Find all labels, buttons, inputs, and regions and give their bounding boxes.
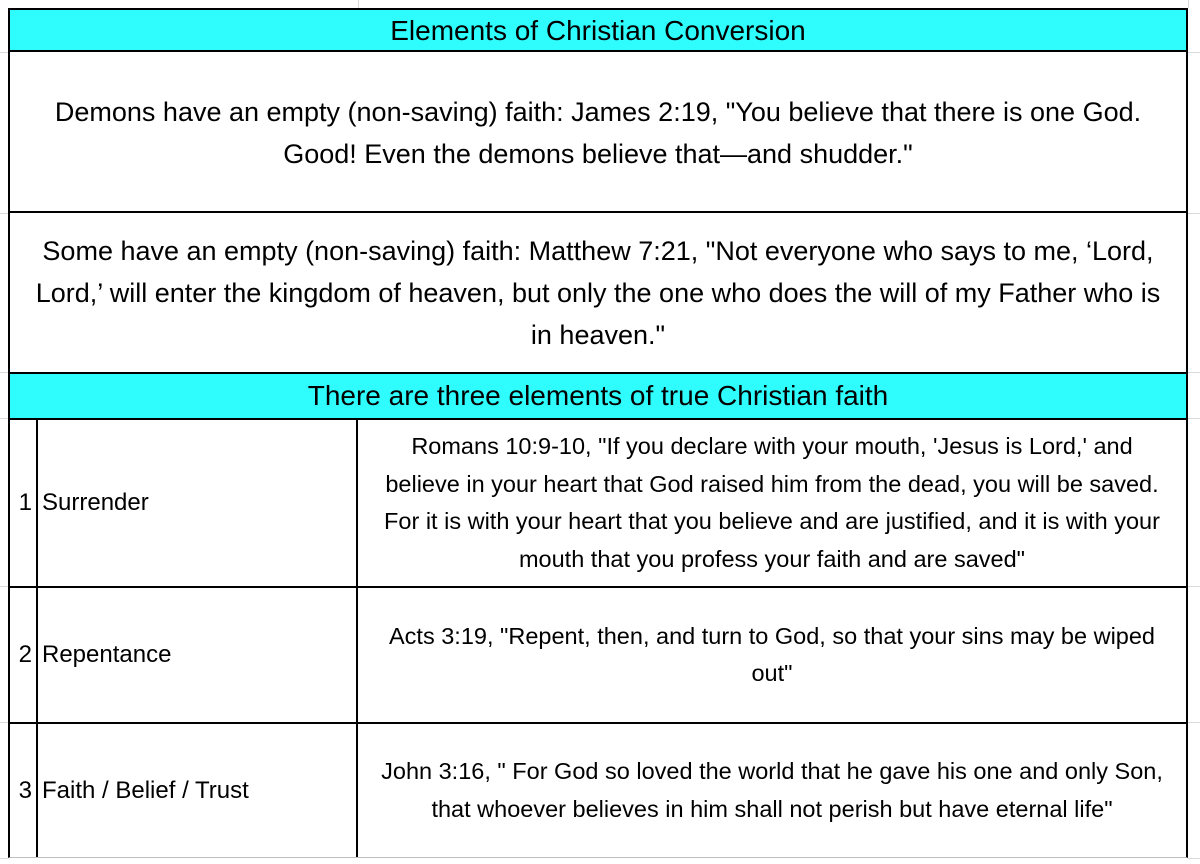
quote-cell-matthew[interactable] <box>10 211 1186 372</box>
section-subtitle: There are three elements of true Christian faith <box>307 380 889 411</box>
table-row <box>10 586 1186 722</box>
element-name-cell[interactable] <box>38 588 358 722</box>
element-verse-cell[interactable] <box>358 724 1186 857</box>
row-gridlines-right <box>1188 0 1200 864</box>
element-number: 2 <box>18 641 32 668</box>
element-number: 3 <box>18 776 32 804</box>
element-number-cell[interactable] <box>10 588 38 722</box>
element-number-cell[interactable] <box>10 724 38 857</box>
quote-matthew-text: Some have an empty (non-saving) faith: Matthew 7:21, "Not everyone who says to me, ‘Lord, Lord,’ will enter the kingdom of heaven, but only the one who does the will of my Father who is in heaven." <box>35 235 1161 350</box>
element-verse-cell[interactable] <box>358 588 1186 722</box>
element-name-cell[interactable] <box>38 724 358 857</box>
row-gridlines-left <box>0 0 8 864</box>
subtitle-cell[interactable] <box>10 372 1186 418</box>
table-row <box>10 418 1186 586</box>
element-number-cell[interactable] <box>10 420 38 586</box>
quote-demons-text: Demons have an empty (non-saving) faith: James 2:19, "You believe that there is one God. Good! Even the demons believe that—and shudder." <box>54 96 1142 169</box>
element-name: Repentance <box>42 641 172 668</box>
element-verse: Romans 10:9-10, "If you declare with your mouth, 'Jesus is Lord,' and believe in your heart that God raised him from the dead, you will be saved. For it is with your heart that you believe and are justified, and it is with your mouth that you profess your faith and are saved" <box>384 433 1160 572</box>
element-verse: Acts 3:19, "Repent, then, and turn to God, so that your sins may be wiped out" <box>389 622 1155 686</box>
element-name: Faith / Belief / Trust <box>42 776 249 804</box>
quote-cell-demons[interactable] <box>10 50 1186 213</box>
element-verse: John 3:16, " For God so loved the world that he gave his one and only Son, that whoever believes in him shall not perish but have eternal life" <box>381 758 1163 822</box>
table-row <box>10 722 1186 857</box>
table-title-cell[interactable] <box>10 8 1186 52</box>
element-verse-cell[interactable] <box>358 420 1186 586</box>
conversion-table <box>8 8 1188 858</box>
table-title: Elements of Christian Conversion <box>390 15 806 46</box>
column-gridlines <box>0 0 1200 8</box>
element-name: Surrender <box>42 489 149 516</box>
element-number: 1 <box>18 489 32 516</box>
element-name-cell[interactable] <box>38 420 358 586</box>
